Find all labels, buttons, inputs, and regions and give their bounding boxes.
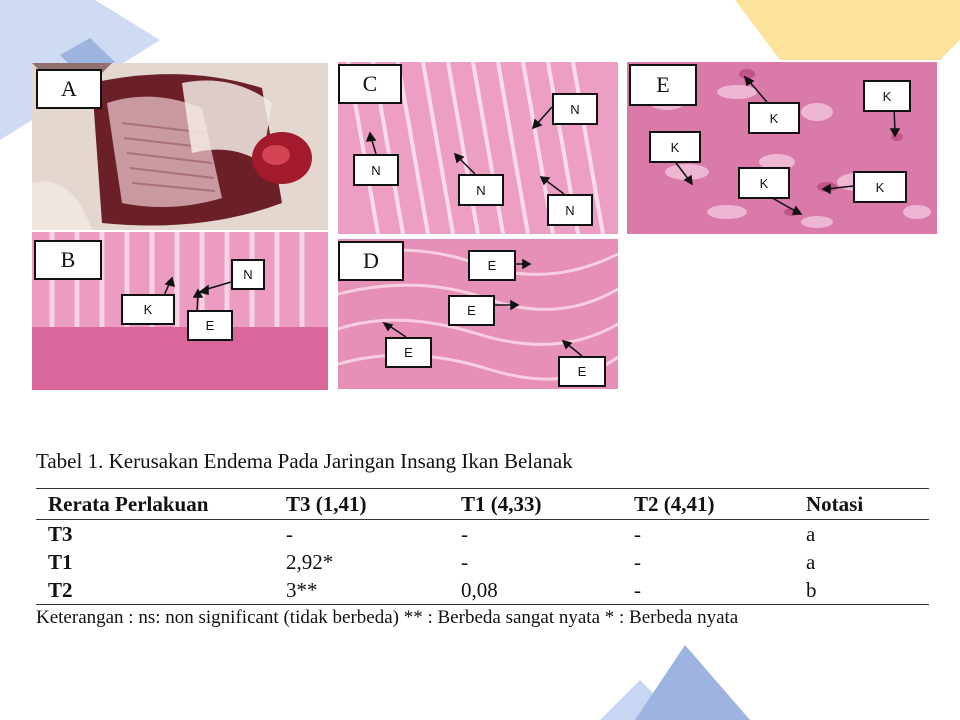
tag-k: K xyxy=(853,171,907,203)
panel-label-b: B xyxy=(34,240,102,280)
table-cell: - xyxy=(634,577,641,602)
table-row xyxy=(36,548,929,576)
column-header: T3 (1,41) xyxy=(286,491,367,516)
table-note: Keterangan : ns: non significant (tidak berbeda) ** : Berbeda sangat nyata * : Berbeda nyata xyxy=(36,607,739,628)
figure-panel-e xyxy=(627,62,937,234)
table-cell: - xyxy=(286,521,293,546)
table-row xyxy=(36,576,929,605)
tag-e: E xyxy=(558,356,606,387)
column-header: T2 (4,41) xyxy=(634,491,715,516)
row-header: T1 xyxy=(48,549,73,574)
tag-n: N xyxy=(231,259,265,290)
decor-bottom-shapes xyxy=(590,635,750,720)
tag-n: N xyxy=(547,194,593,226)
table-cell: 3** xyxy=(286,577,318,602)
table-cell: 2,92* xyxy=(286,549,334,574)
table-cell: b xyxy=(806,577,817,602)
column-header: Rerata Perlakuan xyxy=(48,491,209,516)
figure-panel-a xyxy=(32,63,328,230)
panel-label-a: A xyxy=(36,69,102,109)
figure-panel-d xyxy=(338,239,618,389)
table-cell: - xyxy=(634,521,641,546)
table-row xyxy=(36,520,929,549)
tag-e: E xyxy=(468,250,516,281)
tag-e: E xyxy=(187,310,233,341)
row-header: T2 xyxy=(48,577,73,602)
panel-label-d: D xyxy=(338,241,404,281)
tag-k: K xyxy=(738,167,790,199)
tag-n: N xyxy=(353,154,399,186)
damage-table xyxy=(36,488,929,605)
figure-panel-c xyxy=(338,62,618,234)
column-header: Notasi xyxy=(806,491,864,516)
tag-k: K xyxy=(748,102,800,134)
panel-label-e: E xyxy=(629,64,697,106)
tag-n: N xyxy=(552,93,598,125)
table-cell: - xyxy=(634,549,641,574)
tag-k: K xyxy=(863,80,911,112)
tag-n: N xyxy=(458,174,504,206)
table-caption: Tabel 1. Kerusakan Endema Pada Jaringan Insang Ikan Belanak xyxy=(36,449,573,473)
tag-e: E xyxy=(385,337,432,368)
table-cell: a xyxy=(806,521,816,546)
tag-e: E xyxy=(448,295,495,326)
tag-k: K xyxy=(649,131,701,163)
row-header: T3 xyxy=(48,521,73,546)
table-header-row xyxy=(36,489,929,520)
figure-panel-b xyxy=(32,232,328,390)
table-cell: a xyxy=(806,549,816,574)
panel-label-c: C xyxy=(338,64,402,104)
table-cell: - xyxy=(461,521,468,546)
column-header: T1 (4,33) xyxy=(461,491,542,516)
tag-k: K xyxy=(121,294,175,325)
table-cell: - xyxy=(461,549,468,574)
table-cell: 0,08 xyxy=(461,577,498,602)
decor-top-right-shape xyxy=(735,0,960,60)
